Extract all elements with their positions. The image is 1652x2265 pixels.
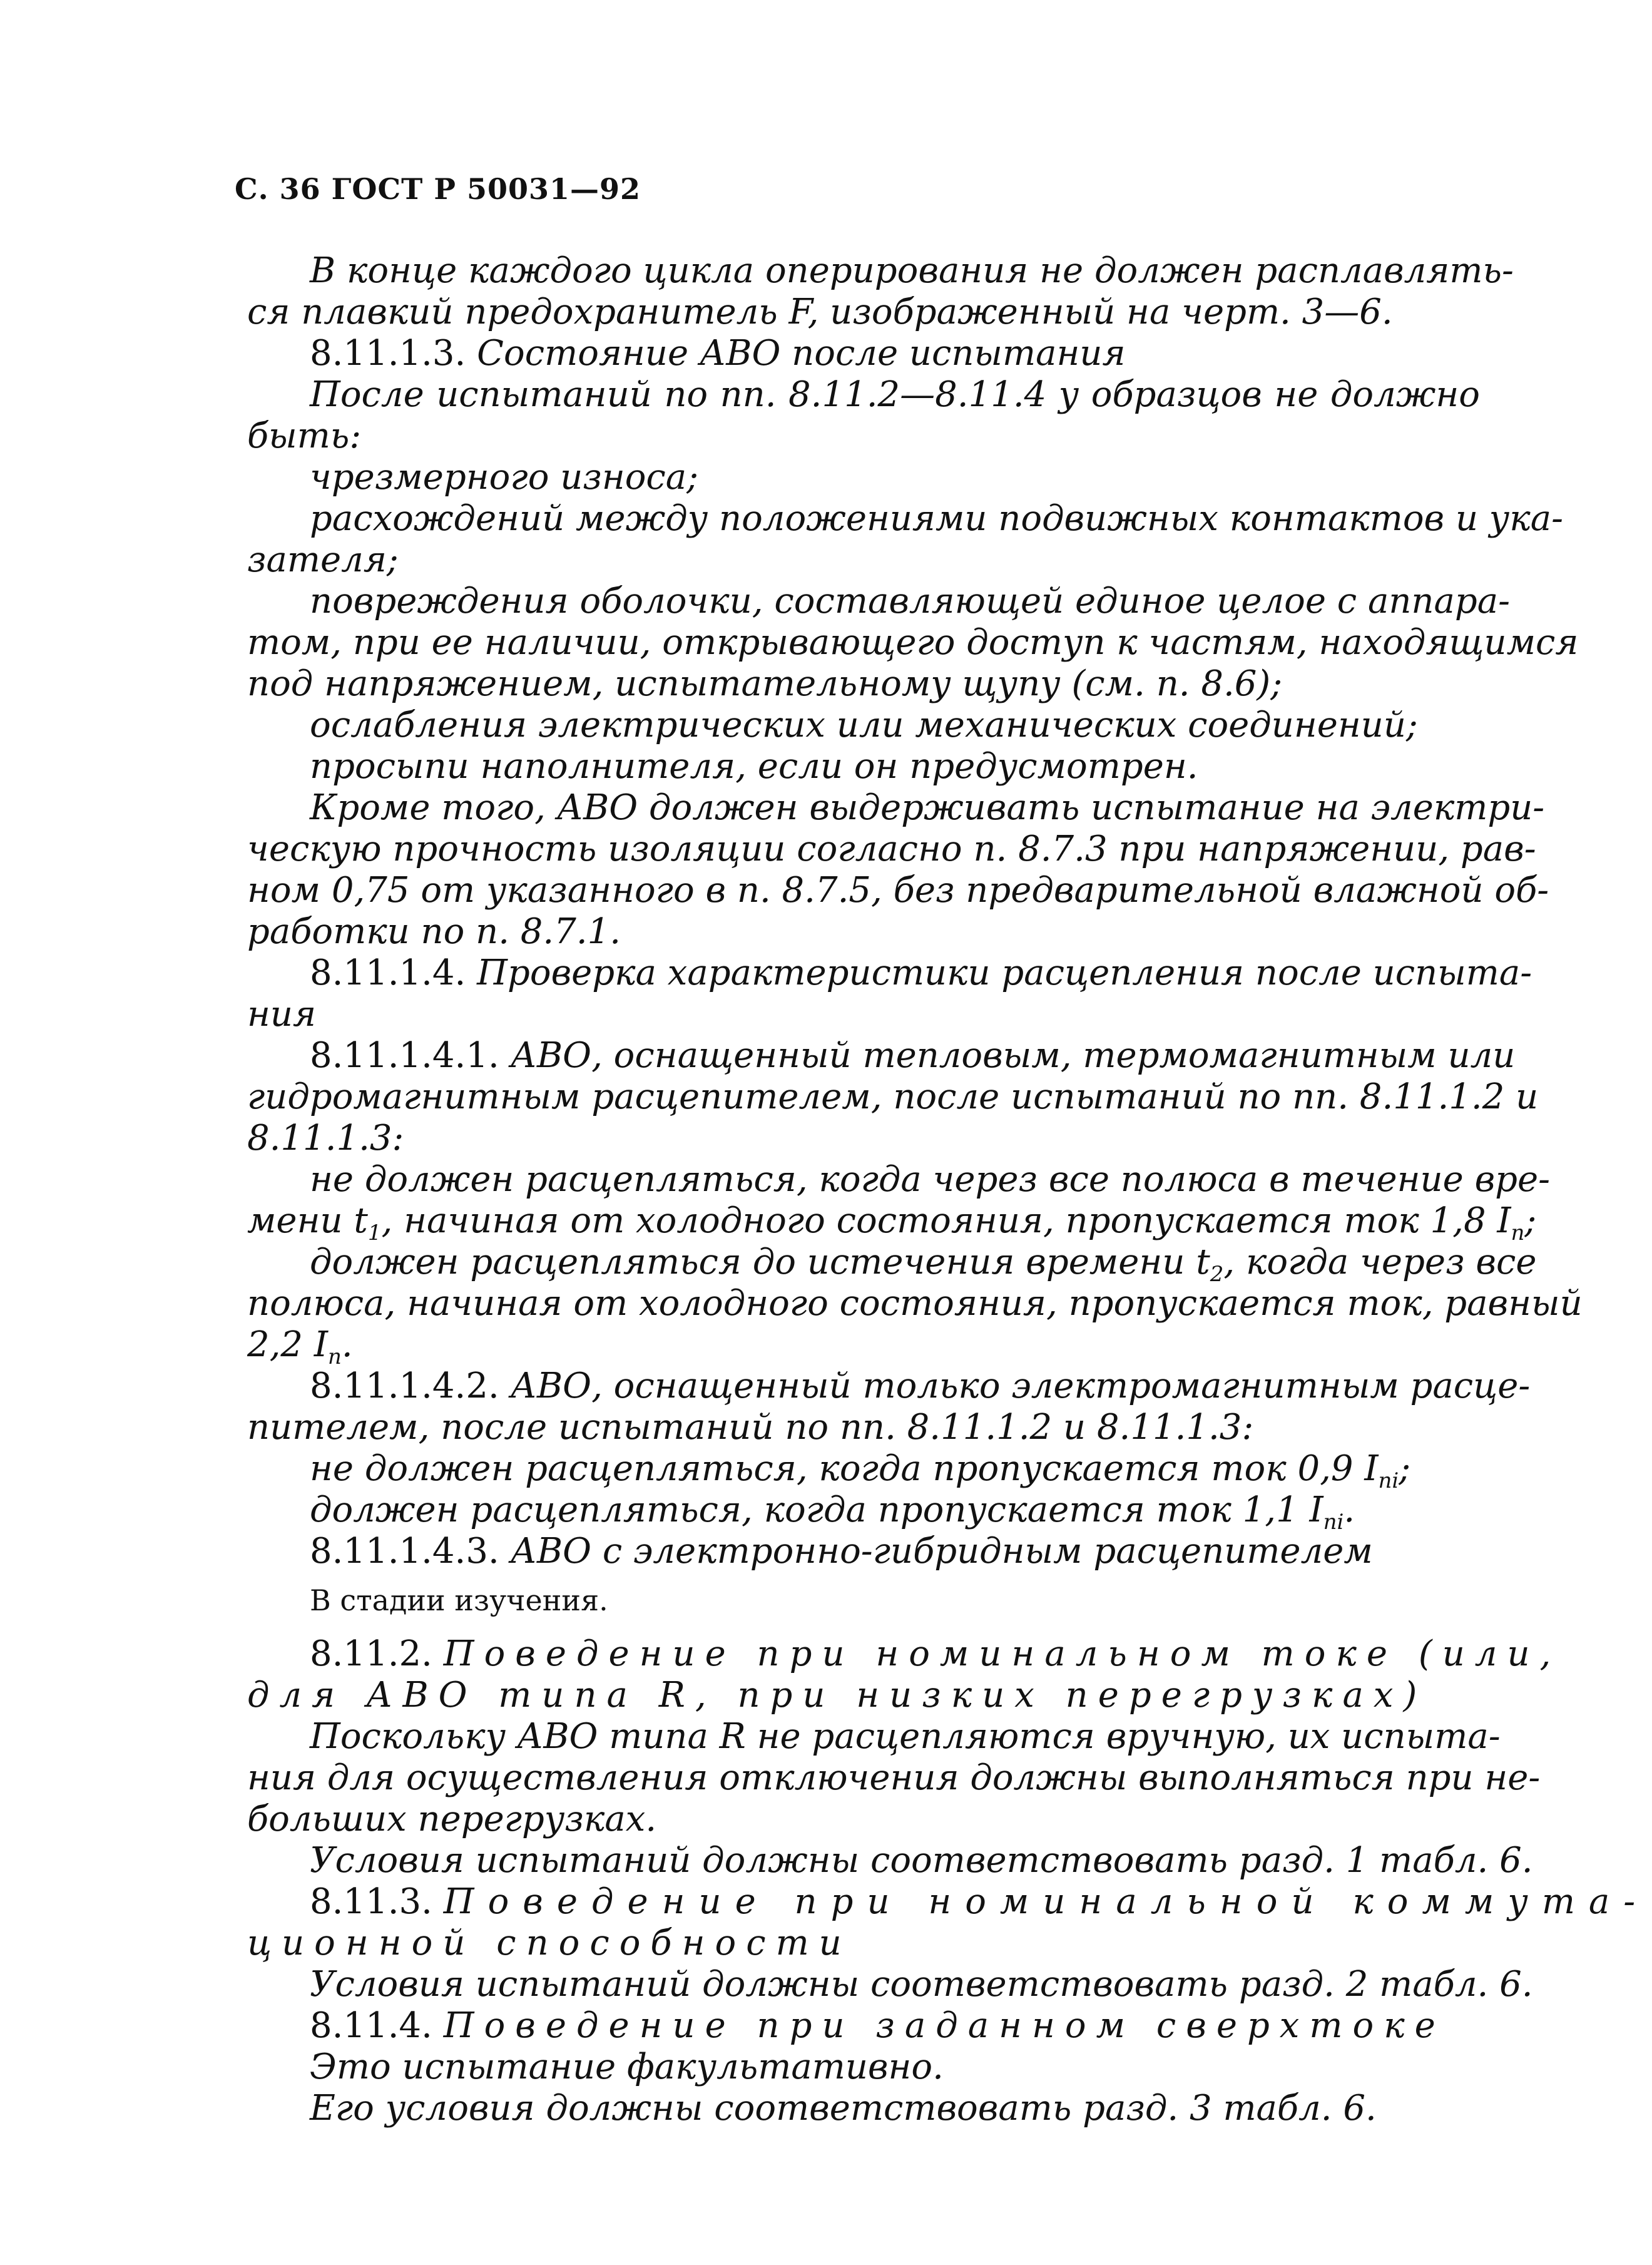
text-line	[247, 1200, 1537, 1246]
section-title: Проверка характеристики расцепления после испыта-	[477, 953, 1532, 993]
section-number: 8.11.1.4.3.	[310, 1531, 499, 1572]
list-item	[247, 1490, 1480, 1535]
text-fragment: не должен расцепляться, когда пропускается ток 0,9	[310, 1448, 1354, 1489]
text-line: Это испытание факультативно.	[310, 2047, 944, 2087]
subscript: ni	[1323, 1510, 1344, 1535]
text-fragment: должен расцепляться, когда пропускается ток 1,1	[310, 1490, 1298, 1530]
section-number: 8.11.1.4.1.	[310, 1035, 499, 1076]
list-item: не должен расцепляться, когда через все полюса в течение вре-	[310, 1159, 1551, 1200]
section-heading	[247, 953, 1532, 994]
text-line: ся плавкий предохранитель F, изображенный на черт. 3—6.	[247, 292, 1393, 332]
text-fragment: , когда через все	[1223, 1242, 1537, 1282]
text-line: Условия испытаний должны соответствовать разд. 2 табл. 6.	[310, 1964, 1533, 2005]
text-fragment: мени	[247, 1200, 343, 1241]
text-line: Поскольку АВО типа R не расцепляются вручную, их испыта-	[310, 1716, 1501, 1757]
section-heading	[247, 1366, 1531, 1407]
symbol-t: t	[354, 1200, 368, 1241]
page-header: С. 36 ГОСТ Р 50031—92	[235, 172, 641, 206]
list-item	[247, 1448, 1480, 1494]
symbol-I: I	[1309, 1490, 1323, 1530]
section-title: Поведение при номинальном токе (или,	[443, 1634, 1561, 1674]
section-heading	[247, 1035, 1516, 1076]
subscript: ni	[1378, 1468, 1399, 1494]
text-line: быть:	[247, 416, 362, 456]
body-text	[247, 250, 1649, 2129]
text-fragment: , начиная от холодного состояния, пропускается ток 1,8	[381, 1200, 1486, 1241]
symbol-t: t	[1196, 1242, 1210, 1282]
text-line: ния для осуществления отключения должны выполняться при не-	[247, 1757, 1541, 1798]
section-number: 8.11.2.	[310, 1634, 432, 1674]
text-line: том, при ее наличии, открывающего доступ к частям, находящимся	[247, 622, 1579, 663]
punct: ;	[1524, 1200, 1537, 1241]
symbol-I: I	[1364, 1448, 1379, 1489]
text-line: под напряжением, испытательному щупу (см. п. 8.6);	[247, 663, 1283, 704]
text-line	[247, 1324, 1480, 1370]
text-line	[247, 1675, 1480, 1716]
punct: .	[1344, 1490, 1355, 1530]
text-line: Кроме того, АВО должен выдерживать испытание на электри-	[310, 787, 1545, 828]
text-line: полюса, начиная от холодного состояния, пропускается ток, равный	[247, 1283, 1583, 1324]
punct: .	[341, 1324, 353, 1365]
text-fragment: 2,2	[247, 1324, 303, 1365]
subscript: 2	[1210, 1262, 1224, 1287]
section-number: 8.11.1.4.2.	[310, 1366, 499, 1406]
section-heading	[247, 2005, 1480, 2047]
section-heading	[247, 333, 1480, 374]
section-number: 8.11.1.4.	[310, 953, 466, 993]
list-item: расхождений между положениями подвижных контактов и ука-	[310, 498, 1564, 539]
section-heading	[247, 1881, 1649, 1923]
text-line: зателя;	[247, 539, 399, 580]
section-heading	[247, 1531, 1480, 1572]
text-line: ном 0,75 от указанного в п. 8.7.5, без предварительной влажной об-	[247, 870, 1549, 911]
text-line: После испытаний по пп. 8.11.2—8.11.4 у образцов не должно	[310, 374, 1480, 415]
section-title: АВО, оснащенный только электромагнитным расце-	[510, 1366, 1531, 1406]
text-line: ческую прочность изоляции согласно п. 8.7.3 при напряжении, рав-	[247, 829, 1536, 869]
text-fragment: должен расцепляться до истечения времени	[310, 1242, 1185, 1282]
text-line: работки по п. 8.7.1.	[247, 911, 621, 952]
text-line: больших перегрузках.	[247, 1799, 657, 1839]
section-number: 8.11.1.3.	[310, 333, 466, 374]
subscript: 1	[367, 1220, 382, 1246]
text-line: ния	[247, 994, 317, 1035]
section-title: Состояние АВО после испытания	[477, 333, 1126, 374]
text-line: Условия испытаний должны соответствовать разд. 1 табл. 6.	[310, 1840, 1533, 1881]
text-line: Его условия должны соответствовать разд. 3 табл. 6.	[310, 2088, 1377, 2129]
punct: ;	[1399, 1448, 1411, 1489]
section-number: 8.11.3.	[310, 1881, 432, 1922]
list-item: чрезмерного износа;	[310, 457, 699, 498]
section-number: 8.11.4.	[310, 2005, 432, 2046]
list-item: повреждения оболочки, составляющей единое целое с аппара-	[310, 581, 1511, 621]
section-title: АВО с электронно-гибридным расцепителем	[510, 1531, 1373, 1572]
section-heading	[247, 1634, 1561, 1675]
section-title: Поведение при номинальной коммута-	[443, 1881, 1649, 1922]
section-title: для АВО типа R, при низких перегрузках)	[247, 1675, 1427, 1715]
text-line: 8.11.1.3:	[247, 1118, 404, 1158]
note-text: В стадии изучения.	[310, 1583, 608, 1617]
list-item: ослабления электрических или механических соединений;	[310, 705, 1418, 745]
section-title: АВО, оснащенный тепловым, термомагнитным или	[510, 1035, 1516, 1076]
list-item: просыпи наполнителя, если он предусмотрен.	[310, 746, 1198, 787]
section-title: Поведение при заданном сверхтоке	[443, 2005, 1446, 2046]
subscript: n	[1511, 1220, 1525, 1246]
text-line: В конце каждого цикла оперирования не должен расплавлять-	[310, 250, 1514, 291]
symbol-I: I	[314, 1324, 328, 1365]
subscript: n	[328, 1344, 342, 1370]
text-line: гидромагнитным расцепителем, после испытаний по пп. 8.11.1.2 и	[247, 1076, 1539, 1117]
text-line: пителем, после испытаний по пп. 8.11.1.2 и 8.11.1.3:	[247, 1407, 1254, 1448]
list-item	[247, 1242, 1537, 1287]
section-title: ционной способности	[247, 1923, 852, 1963]
symbol-I: I	[1497, 1200, 1511, 1241]
text-line	[247, 1923, 1480, 1964]
